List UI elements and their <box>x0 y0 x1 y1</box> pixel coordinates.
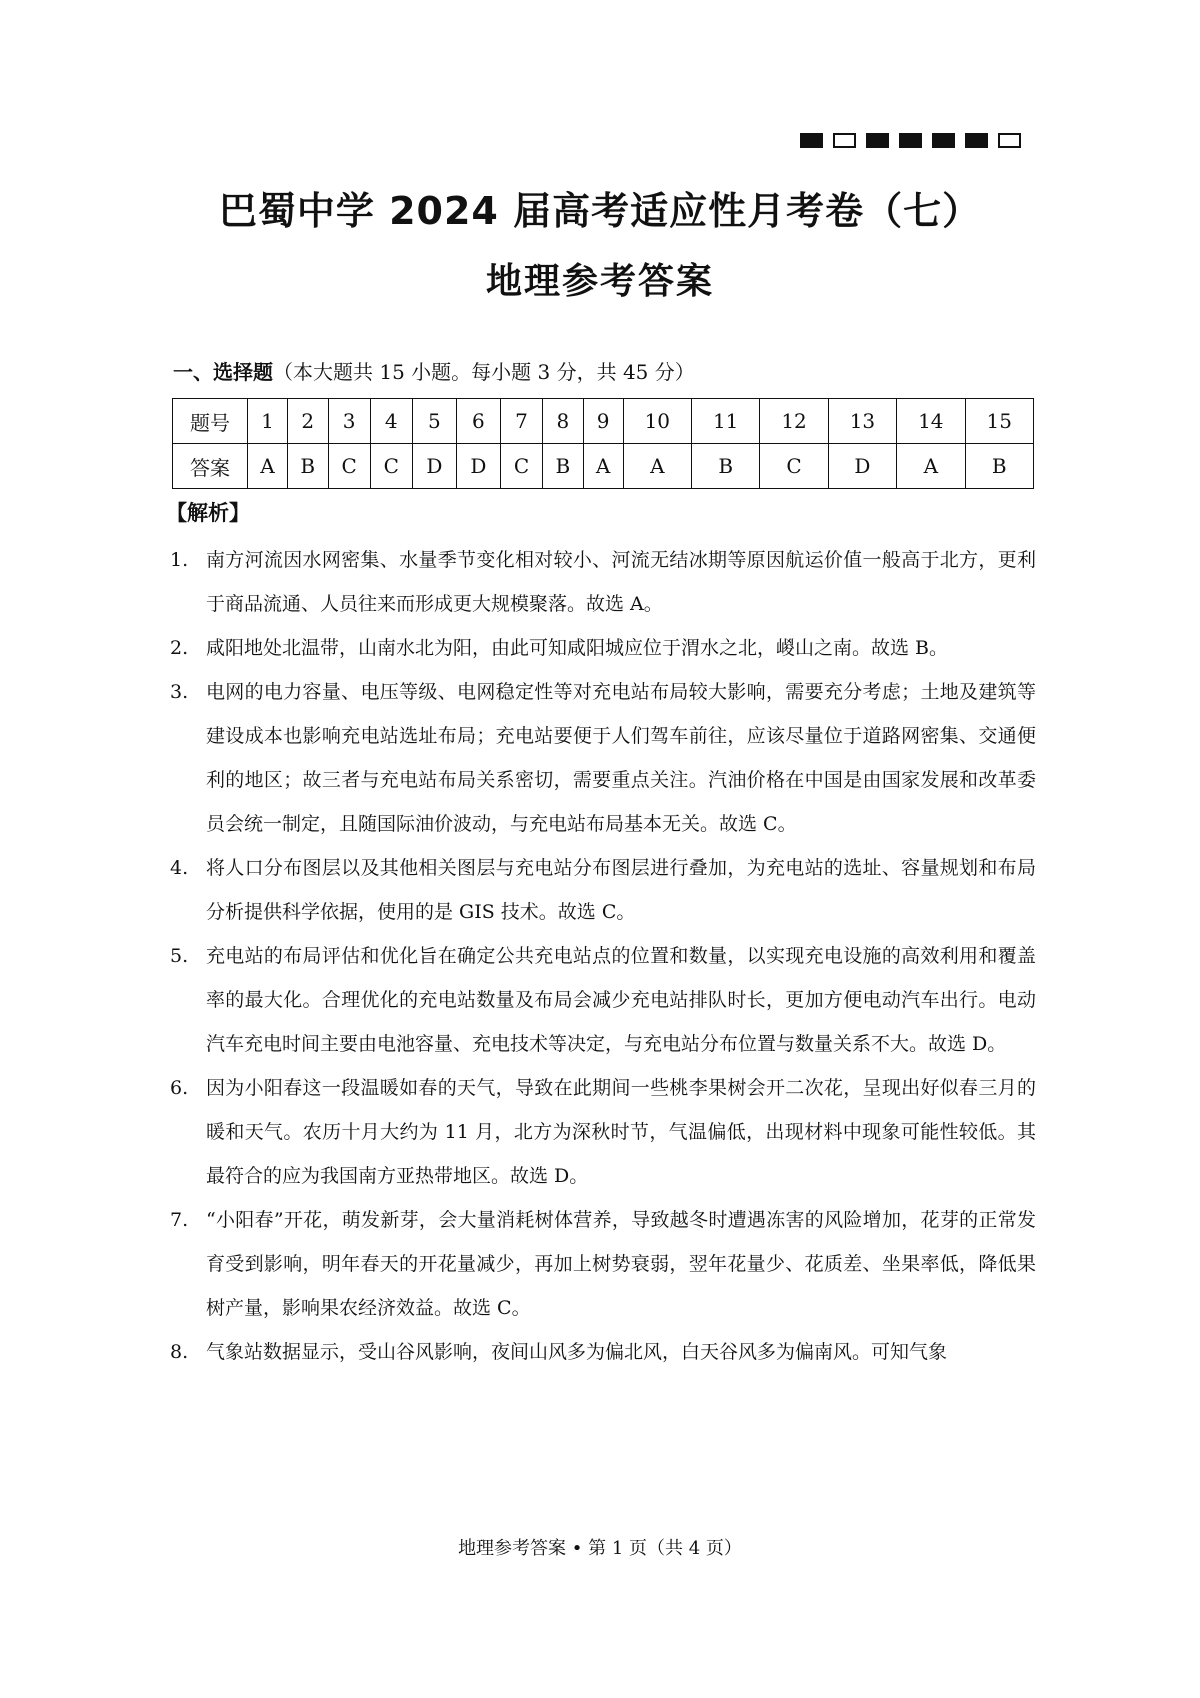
page-title: 巴蜀中学 2024 届高考适应性月考卷（七） <box>218 189 982 233</box>
question-number: 8 <box>543 399 584 444</box>
answer-cell: C <box>500 444 542 489</box>
section-heading <box>173 356 695 385</box>
question-number: 14 <box>897 399 965 444</box>
item-number: 3. <box>170 681 189 703</box>
list-item <box>170 934 1036 1066</box>
question-number: 9 <box>583 399 623 444</box>
header-mark-3 <box>866 133 889 148</box>
section-note: （本大题共 15 小题。每小题 3 分，共 45 分） <box>273 360 695 384</box>
answer-cell: B <box>965 444 1034 489</box>
list-item <box>170 626 1036 670</box>
item-number: 6. <box>170 1077 189 1099</box>
page-footer: 地理参考答案 • 第 1 页（共 4 页） <box>458 1538 742 1559</box>
answer-cell: B <box>287 444 328 489</box>
answer-cell: D <box>828 444 896 489</box>
item-text: “小阳春”开花，萌发新芽，会大量消耗树体营养，导致越冬时遭遇冻害的风险增加，花芽的正常发育受到影响，明年春天的开花量减少，再加上树势衰弱，翌年花量少、花质差、坐果率低，降低果树产量，影响果农经济效益。故选 C。 <box>206 1209 1036 1319</box>
item-number: 2. <box>170 637 189 659</box>
answer-cell: C <box>760 444 828 489</box>
row-label-numbers: 题号 <box>173 399 248 444</box>
answer-cell: A <box>897 444 965 489</box>
header-mark-5 <box>932 133 955 148</box>
item-number: 7. <box>170 1209 189 1231</box>
answer-row <box>173 444 1034 489</box>
list-item <box>170 670 1036 846</box>
item-number: 8. <box>170 1341 189 1363</box>
question-number: 4 <box>370 399 412 444</box>
header-mark-1 <box>800 133 823 148</box>
item-text: 气象站数据显示，受山谷风影响，夜间山风多为偏北风，白天谷风多为偏南风。可知气象 <box>206 1341 948 1363</box>
item-number: 1. <box>170 549 189 571</box>
question-number: 2 <box>287 399 328 444</box>
header-mark-2 <box>833 133 856 148</box>
list-item <box>170 1330 1036 1374</box>
item-text: 充电站的布局评估和优化旨在确定公共充电站点的位置和数量，以实现充电设施的高效利用和覆盖率的最大化。合理优化的充电站数量及布局会减少充电站排队时长，更加方便电动汽车出行。电动汽车充电时间主要由电池容量、充电技术等决定，与充电站分布位置与数量关系不大。故选 D。 <box>206 945 1036 1055</box>
answer-cell: C <box>328 444 370 489</box>
answer-cell: A <box>583 444 623 489</box>
answer-cell: A <box>248 444 288 489</box>
row-label-answers: 答案 <box>173 444 248 489</box>
analysis-list <box>170 538 1036 1374</box>
answer-cell: B <box>692 444 760 489</box>
list-item <box>170 846 1036 934</box>
question-number: 13 <box>828 399 896 444</box>
header-mark-7 <box>998 133 1021 148</box>
answer-cell: B <box>543 444 584 489</box>
header-mark-4 <box>899 133 922 148</box>
question-number: 7 <box>500 399 542 444</box>
question-number: 15 <box>965 399 1034 444</box>
item-text: 电网的电力容量、电压等级、电网稳定性等对充电站布局较大影响，需要充分考虑；土地及建筑等建设成本也影响充电站选址布局；充电站要便于人们驾车前往，应该尽量位于道路网密集、交通便利的地区；故三者与充电站布局关系密切，需要重点关注。汽油价格在中国是由国家发展和改革委员会统一制定，且随国际油价波动，与充电站布局基本无关。故选 C。 <box>206 681 1036 835</box>
item-number: 4. <box>170 857 189 879</box>
header-mark-6 <box>965 133 988 148</box>
item-text: 南方河流因水网密集、水量季节变化相对较小、河流无结冰期等原因航运价值一般高于北方，更利于商品流通、人员往来而形成更大规模聚落。故选 A。 <box>206 549 1036 615</box>
list-item <box>170 1198 1036 1330</box>
number-row <box>173 399 1034 444</box>
answer-cell: C <box>370 444 412 489</box>
question-number: 6 <box>456 399 500 444</box>
item-text: 将人口分布图层以及其他相关图层与充电站分布图层进行叠加，为充电站的选址、容量规划和布局分析提供科学依据，使用的是 GIS 技术。故选 C。 <box>206 857 1036 923</box>
question-number: 5 <box>412 399 456 444</box>
question-number: 3 <box>328 399 370 444</box>
question-number: 10 <box>623 399 691 444</box>
item-text: 因为小阳春这一段温暖如春的天气，导致在此期间一些桃李果树会开二次花，呈现出好似春三月的暖和天气。农历十月大约为 11 月，北方为深秋时节，气温偏低，出现材料中现象可能性较低。其最符合的应为我国南方亚热带地区。故选 D。 <box>206 1077 1036 1187</box>
section-head: 一、选择题 <box>173 360 273 384</box>
analysis-heading: 【解析】 <box>166 501 250 525</box>
list-item <box>170 538 1036 626</box>
answer-cell: A <box>623 444 691 489</box>
question-number: 11 <box>692 399 760 444</box>
answer-cell: D <box>412 444 456 489</box>
item-number: 5. <box>170 945 189 967</box>
list-item <box>170 1066 1036 1198</box>
answer-cell: D <box>456 444 500 489</box>
question-number: 12 <box>760 399 828 444</box>
item-text: 咸阳地处北温带，山南水北为阳，由此可知咸阳城应位于渭水之北，嵕山之南。故选 B。 <box>206 637 949 659</box>
question-number: 1 <box>248 399 288 444</box>
header-marks <box>800 133 1021 148</box>
page-subtitle: 地理参考答案 <box>485 261 714 302</box>
answer-table <box>172 398 1034 489</box>
